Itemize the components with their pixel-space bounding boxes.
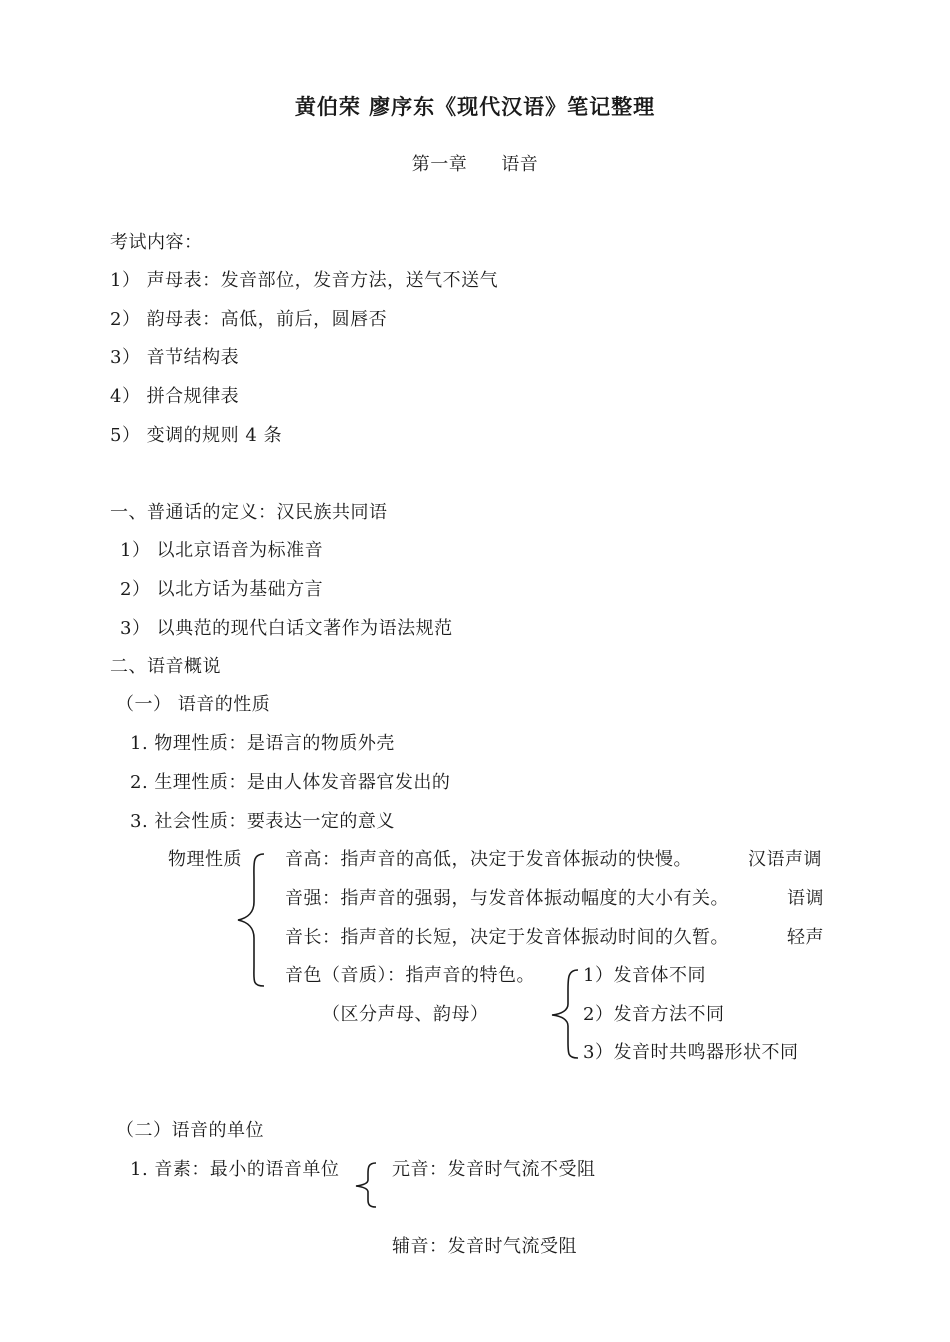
list-item: 1. 物理性质：是语言的物质外壳 [130,733,395,754]
exam-item: 1） 声母表：发音部位，发音方法，送气不送气 [110,270,499,291]
timbre-item: 2）发音方法不同 [583,1004,725,1025]
property-row: 音色（音质）：指声音的特色。 [285,965,535,986]
page-title: 黄伯荣 廖序东《现代汉语》笔记整理 [294,94,656,119]
subsection-heading: （一） 语音的性质 [116,694,271,715]
side-note: 汉语声调 [748,849,822,870]
property-row: 音高：指声音的高低，决定于发音体振动的快慢。 [285,849,692,870]
section-heading: 一、普通话的定义：汉民族共同语 [110,502,388,523]
exam-heading: 考试内容： [110,232,203,253]
timbre-note: （区分声母、韵母） [322,1004,489,1025]
timbre-item: 3）发音时共鸣器形状不同 [583,1042,799,1063]
vowel-definition: 元音：发音时气流不受阻 [392,1159,596,1180]
chapter-number: 第一章 [411,154,468,175]
list-item: 1） 以北京语音为标准音 [120,540,324,561]
diagram-label: 物理性质 [168,849,242,870]
section-heading: 二、语音概说 [110,656,221,677]
property-row: 音长：指声音的长短，决定于发音体振动时间的久暂。 [285,927,729,948]
exam-item: 4） 拼合规律表 [110,386,240,407]
timbre-item: 1）发音体不同 [583,965,706,986]
property-row: 音强：指声音的强弱，与发音体振动幅度的大小有关。 [285,888,729,909]
timbre-brace [548,966,584,1062]
chapter-name: 语音 [501,154,539,175]
left-brace [234,850,270,990]
list-item: 3. 社会性质：要表达一定的意义 [130,811,395,832]
list-item: 3） 以典范的现代白话文著作为语法规范 [120,618,453,639]
side-note: 语调 [787,888,824,909]
consonant-definition: 辅音：发音时气流受阻 [392,1236,577,1257]
list-item: 2. 生理性质：是由人体发音器官发出的 [130,772,451,793]
phoneme-label: 1. 音素：最小的语音单位 [130,1159,340,1180]
chapter-heading [0,154,950,176]
exam-item: 3） 音节结构表 [110,347,240,368]
list-item: 2） 以北方话为基础方言 [120,579,324,600]
exam-item: 2） 韵母表：高低，前后，圆唇否 [110,309,388,330]
subsection-heading: （二）语音的单位 [116,1120,264,1141]
side-note: 轻声 [787,927,824,948]
exam-item: 5） 变调的规则 4 条 [110,425,283,446]
phoneme-brace [352,1160,382,1210]
